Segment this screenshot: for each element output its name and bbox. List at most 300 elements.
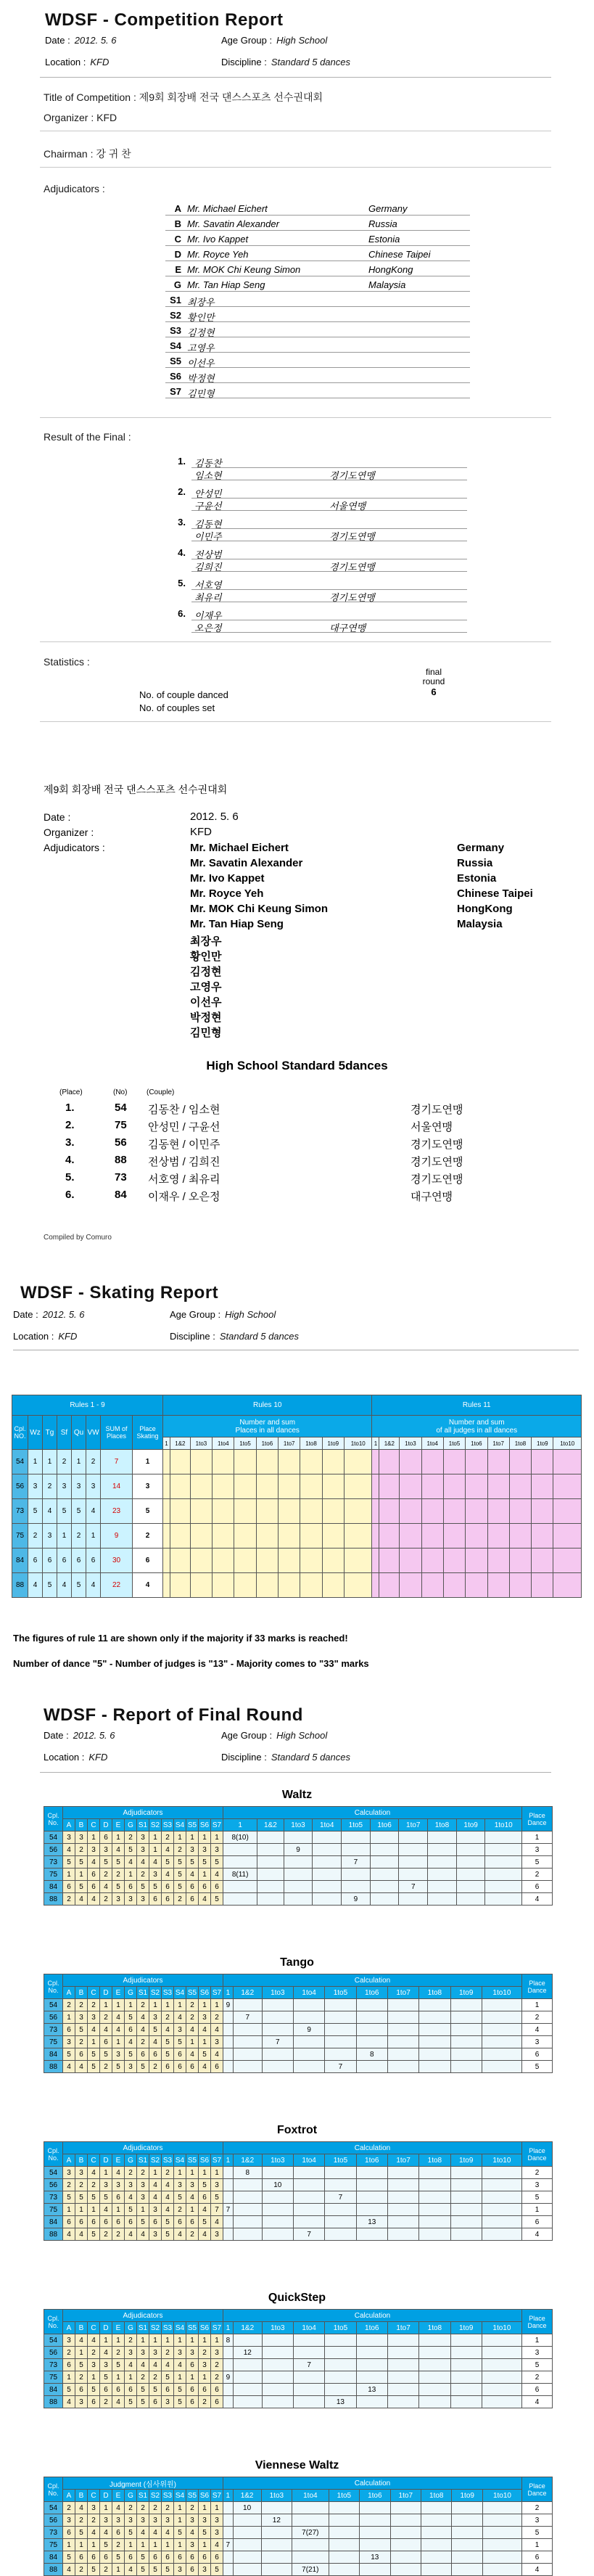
judge-mark: 4 bbox=[63, 1844, 75, 1856]
cpl-number: 88 bbox=[44, 2396, 63, 2408]
place-dance: 5 bbox=[522, 2359, 553, 2371]
judge-mark: 1 bbox=[149, 2167, 162, 2179]
judge-mark: 3 bbox=[211, 2228, 223, 2241]
judge-header: G bbox=[125, 2322, 137, 2334]
judge-mark: 5 bbox=[199, 2527, 211, 2539]
rules-10-subheader: Number and sum Places in all dances bbox=[163, 1416, 372, 1437]
result-club: 경기도연맹 bbox=[329, 470, 375, 481]
dance-place: 2 bbox=[72, 1524, 86, 1549]
judge-mark: 3 bbox=[162, 2514, 174, 2527]
judge-mark: 4 bbox=[149, 2359, 162, 2371]
calc-value: 7 bbox=[223, 2204, 234, 2216]
judge-mark: 5 bbox=[162, 2564, 174, 2576]
result-club: 경기도연맹 bbox=[329, 531, 375, 542]
judge-header: S4 bbox=[174, 2322, 186, 2334]
judge-mark: 3 bbox=[88, 2502, 100, 2514]
judge-mark: 6 bbox=[125, 2384, 137, 2396]
judge-mark: 6 bbox=[149, 2551, 162, 2564]
judge-mark: 2 bbox=[162, 2347, 174, 2359]
adjudicator-country: Germany bbox=[368, 203, 408, 214]
calc-value bbox=[450, 2371, 482, 2384]
judge-header: S6 bbox=[199, 2154, 211, 2167]
calc-value bbox=[325, 2347, 356, 2359]
competition-report-title: WDSF - Competition Report bbox=[45, 10, 284, 30]
calc-value: 7 bbox=[399, 1881, 428, 1893]
calc-col-header: 1to10 bbox=[553, 1437, 582, 1450]
judge-mark: 3 bbox=[137, 2347, 149, 2359]
final-round-row bbox=[44, 2024, 553, 2036]
judge-mark: 3 bbox=[186, 2179, 199, 2191]
summary-couple: 서호영 / 최유리 bbox=[148, 1173, 220, 1186]
result-man: 김동현 bbox=[191, 517, 467, 529]
judge-mark: 2 bbox=[100, 1893, 112, 1906]
adjudicator-country: Malaysia bbox=[368, 279, 406, 290]
judge-mark: 6 bbox=[149, 2216, 162, 2228]
judge-header: B bbox=[75, 2490, 88, 2502]
summary-club: 대구연맹 bbox=[411, 1191, 453, 1203]
judge-mark: 6 bbox=[112, 2527, 125, 2539]
judge-header: S3 bbox=[162, 2154, 174, 2167]
judge-mark: 3 bbox=[125, 2061, 137, 2073]
adjudicator-code: E bbox=[175, 264, 181, 275]
result-lady: 임소현 경기도연맹 bbox=[191, 468, 467, 480]
calc-col-header: 1&2 bbox=[257, 1819, 284, 1831]
calc-value bbox=[450, 2191, 482, 2204]
rule10-cell bbox=[170, 1499, 190, 1524]
calc-value bbox=[356, 2024, 387, 2036]
judge-header: S3 bbox=[162, 2490, 174, 2502]
judge-mark: 1 bbox=[63, 2371, 75, 2384]
judge-mark: 1 bbox=[149, 1844, 162, 1856]
judge-mark: 5 bbox=[137, 2216, 149, 2228]
judge-mark: 3 bbox=[100, 2514, 112, 2527]
calc-value bbox=[233, 2204, 262, 2216]
calc-value bbox=[356, 2228, 387, 2241]
stat-couples-danced-value: 6 bbox=[431, 686, 437, 697]
judge-mark: 1 bbox=[125, 1869, 137, 1881]
calc-value bbox=[325, 2167, 356, 2179]
place-dance: 3 bbox=[522, 2036, 553, 2048]
judge-mark: 1 bbox=[75, 2539, 88, 2551]
result-club: 서울연맹 bbox=[329, 501, 366, 512]
calc-value bbox=[233, 2359, 262, 2371]
judge-mark: 5 bbox=[149, 2024, 162, 2036]
judge-mark: 5 bbox=[63, 2551, 75, 2564]
judge-mark: 1 bbox=[211, 1999, 223, 2011]
dance-header: Tg bbox=[43, 1416, 57, 1450]
rule10-cell bbox=[279, 1499, 300, 1524]
calc-value bbox=[223, 2167, 234, 2179]
rule11-cell bbox=[372, 1524, 379, 1549]
calc-value bbox=[390, 2502, 421, 2514]
final-round-row bbox=[44, 2216, 553, 2228]
calc-value bbox=[450, 2048, 482, 2061]
calc-value bbox=[325, 1999, 356, 2011]
calc-value bbox=[233, 2334, 262, 2347]
calc-value bbox=[293, 2384, 324, 2396]
rule10-cell bbox=[190, 1450, 212, 1474]
calculation-header: Calculation bbox=[223, 2477, 522, 2490]
judge-mark: 6 bbox=[88, 1869, 100, 1881]
judge-mark: 2 bbox=[63, 2179, 75, 2191]
dance-title: QuickStep bbox=[268, 2292, 326, 2304]
dance-header: Qu bbox=[72, 1416, 86, 1450]
calc-value bbox=[485, 1893, 522, 1906]
sum-of-places: 7 bbox=[101, 1450, 133, 1474]
rule10-cell bbox=[322, 1549, 344, 1573]
calc-col-header: 1to7 bbox=[387, 2322, 418, 2334]
col-no: (No) bbox=[113, 1088, 128, 1096]
judge-mark: 2 bbox=[162, 2167, 174, 2179]
cpl-number: 73 bbox=[44, 2191, 63, 2204]
dance-place: 1 bbox=[86, 1524, 101, 1549]
cpl-no-header: Cpl. NO. bbox=[12, 1416, 28, 1450]
judge-mark: 1 bbox=[137, 2334, 149, 2347]
calc-value bbox=[313, 1856, 342, 1869]
judge-mark: 4 bbox=[125, 2191, 137, 2204]
place-dance: 3 bbox=[522, 2179, 553, 2191]
judge-mark: 4 bbox=[162, 2024, 174, 2036]
judge-mark: 1 bbox=[100, 1999, 112, 2011]
adjudicators-header: Adjudicators bbox=[63, 1974, 223, 1987]
summary-date-label: Date : bbox=[44, 811, 71, 823]
stat-col-final-round: final round bbox=[422, 667, 445, 686]
judge-mark: 6 bbox=[211, 2384, 223, 2396]
judge-mark: 5 bbox=[199, 2048, 211, 2061]
judge-mark: 5 bbox=[75, 1856, 88, 1869]
judge-mark: 3 bbox=[137, 2514, 149, 2527]
calc-col-header: 1to8 bbox=[300, 1437, 322, 1450]
judge-mark: 4 bbox=[137, 2527, 149, 2539]
result-lady: 김희진 경기도연맹 bbox=[191, 559, 467, 572]
rule10-cell bbox=[300, 1450, 322, 1474]
judge-mark: 1 bbox=[199, 2036, 211, 2048]
rule10-cell bbox=[256, 1549, 278, 1573]
calc-col-header: 1to6 bbox=[356, 1987, 387, 1999]
rule11-cell bbox=[532, 1474, 553, 1499]
calc-value bbox=[399, 1893, 428, 1906]
cpl-number: 54 bbox=[44, 1999, 63, 2011]
calc-value bbox=[360, 2539, 390, 2551]
skating-table bbox=[12, 1395, 582, 1598]
calc-value bbox=[342, 1844, 371, 1856]
judge-mark: 3 bbox=[75, 2396, 88, 2408]
judge-mark: 3 bbox=[186, 2539, 199, 2551]
dance-place: 1 bbox=[72, 1450, 86, 1474]
judge-mark: 2 bbox=[137, 1999, 149, 2011]
calc-value bbox=[342, 1831, 371, 1844]
calc-col-header: 1to5 bbox=[325, 2322, 356, 2334]
calc-value bbox=[421, 2539, 452, 2551]
calc-value: 12 bbox=[261, 2514, 292, 2527]
judge-mark: 1 bbox=[186, 2334, 199, 2347]
calc-value bbox=[482, 1999, 521, 2011]
cpl-number: 54 bbox=[12, 1450, 28, 1474]
skating-note-1: The figures of rule 11 are shown only if the majority if 33 marks is reached! bbox=[13, 1633, 348, 1644]
judge-mark: 6 bbox=[174, 2061, 186, 2073]
judge-mark: 5 bbox=[88, 2384, 100, 2396]
judge-mark: 1 bbox=[149, 1999, 162, 2011]
calc-value: 9 bbox=[223, 1999, 234, 2011]
sum-of-places: 14 bbox=[101, 1474, 133, 1499]
calc-col-header: 1to9 bbox=[532, 1437, 553, 1450]
dance-place: 6 bbox=[28, 1549, 43, 1573]
fr-discipline: Discipline : Standard 5 dances bbox=[221, 1752, 350, 1763]
rule10-cell bbox=[300, 1573, 322, 1598]
calc-value: 7 bbox=[293, 2359, 324, 2371]
calc-value bbox=[419, 2036, 450, 2048]
judge-mark: 5 bbox=[63, 1856, 75, 1869]
judge-mark: 4 bbox=[75, 2334, 88, 2347]
calc-value bbox=[293, 2036, 324, 2048]
calc-value bbox=[387, 1999, 418, 2011]
calc-value bbox=[482, 2564, 521, 2576]
calc-value bbox=[284, 1831, 313, 1844]
judge-mark: 5 bbox=[112, 2359, 125, 2371]
judge-mark: 4 bbox=[88, 1893, 100, 1906]
calc-value bbox=[421, 2527, 452, 2539]
place-dance: 2 bbox=[522, 2011, 553, 2024]
judge-mark: 5 bbox=[125, 2527, 137, 2539]
calc-col-header: 1to7 bbox=[387, 2154, 418, 2167]
rule11-cell bbox=[400, 1549, 421, 1573]
judge-mark: 2 bbox=[199, 2396, 211, 2408]
judge-mark: 1 bbox=[75, 1869, 88, 1881]
calc-value bbox=[325, 2371, 356, 2384]
place-dance-header: Place Dance bbox=[522, 2477, 553, 2502]
calc-value bbox=[223, 2359, 234, 2371]
calc-value bbox=[419, 1999, 450, 2011]
judge-header: S1 bbox=[137, 1987, 149, 1999]
judge-mark: 6 bbox=[211, 2061, 223, 2073]
judge-mark: 5 bbox=[199, 2179, 211, 2191]
judge-mark: 1 bbox=[174, 2502, 186, 2514]
cpl-number: 54 bbox=[44, 2167, 63, 2179]
judge-mark: 4 bbox=[63, 2228, 75, 2241]
judge-mark: 5 bbox=[75, 1881, 88, 1893]
adjudicator-name: 이선우 bbox=[187, 358, 215, 369]
judge-header: S7 bbox=[211, 1819, 223, 1831]
rule11-cell bbox=[532, 1573, 553, 1598]
rule11-cell bbox=[400, 1499, 421, 1524]
summary-club: 경기도연맹 bbox=[411, 1173, 463, 1186]
rule11-cell bbox=[443, 1474, 465, 1499]
calc-value bbox=[482, 2396, 521, 2408]
summary-no: 54 bbox=[115, 1102, 127, 1114]
calculation-header: Calculation bbox=[223, 2310, 522, 2322]
calc-value bbox=[421, 2551, 452, 2564]
judge-mark: 2 bbox=[63, 1893, 75, 1906]
calc-col-header: 1 bbox=[223, 2154, 234, 2167]
judge-mark: 4 bbox=[63, 2061, 75, 2073]
rule11-cell bbox=[466, 1474, 487, 1499]
rule11-cell bbox=[509, 1499, 531, 1524]
calc-value bbox=[293, 2061, 324, 2073]
judge-header: C bbox=[88, 1987, 100, 1999]
judge-mark: 6 bbox=[162, 1893, 174, 1906]
judge-mark: 4 bbox=[137, 2011, 149, 2024]
calc-value bbox=[370, 1881, 399, 1893]
judge-mark: 4 bbox=[125, 2564, 137, 2576]
judge-mark: 5 bbox=[174, 1881, 186, 1893]
judge-mark: 4 bbox=[63, 2396, 75, 2408]
calc-value bbox=[262, 2347, 293, 2359]
calc-value bbox=[233, 2564, 261, 2576]
adjudicator-row bbox=[165, 203, 470, 216]
rule10-cell bbox=[322, 1499, 344, 1524]
cpl-number: 88 bbox=[44, 2061, 63, 2073]
judge-mark: 4 bbox=[162, 2527, 174, 2539]
calc-value bbox=[450, 2228, 482, 2241]
cpl-number: 73 bbox=[44, 2359, 63, 2371]
calc-value bbox=[257, 1869, 284, 1881]
fr-date: Date : 2012. 5. 6 bbox=[44, 1730, 115, 1741]
judge-mark: 2 bbox=[149, 2061, 162, 2073]
place-dance: 3 bbox=[522, 2514, 553, 2527]
calc-value bbox=[387, 2384, 418, 2396]
judge-mark: 2 bbox=[137, 2502, 149, 2514]
result-lady: 오은정 대구연맹 bbox=[191, 620, 467, 633]
rule10-cell bbox=[256, 1573, 278, 1598]
judge-mark: 6 bbox=[63, 2527, 75, 2539]
judge-mark: 6 bbox=[174, 2216, 186, 2228]
judge-mark: 1 bbox=[112, 2204, 125, 2216]
rule10-cell bbox=[279, 1573, 300, 1598]
rule11-cell bbox=[532, 1450, 553, 1474]
calc-col-header: 1to8 bbox=[419, 2322, 450, 2334]
dance-title: Viennese Waltz bbox=[255, 2459, 339, 2472]
judge-mark: 5 bbox=[100, 2191, 112, 2204]
final-round-table bbox=[44, 2309, 553, 2408]
calc-value bbox=[233, 2216, 262, 2228]
calc-value bbox=[329, 2502, 359, 2514]
calc-value bbox=[261, 2539, 292, 2551]
fr-location: Location : KFD bbox=[44, 1752, 108, 1763]
final-round-row bbox=[44, 2539, 553, 2551]
calc-value bbox=[419, 2167, 450, 2179]
judge-mark: 6 bbox=[186, 2216, 199, 2228]
judge-mark: 2 bbox=[125, 2502, 137, 2514]
judge-mark: 6 bbox=[100, 2216, 112, 2228]
calc-value bbox=[419, 2228, 450, 2241]
calc-value bbox=[293, 2396, 324, 2408]
calc-col-header: 1 bbox=[163, 1437, 170, 1450]
calc-col-header: 1to10 bbox=[482, 2490, 521, 2502]
calc-value bbox=[233, 2514, 261, 2527]
calc-value bbox=[419, 2334, 450, 2347]
result-club: 경기도연맹 bbox=[329, 562, 375, 573]
judge-header: S4 bbox=[174, 2154, 186, 2167]
calc-value bbox=[485, 1881, 522, 1893]
calc-value bbox=[313, 1869, 342, 1881]
judge-mark: 5 bbox=[174, 2036, 186, 2048]
judge-mark: 6 bbox=[88, 2216, 100, 2228]
cpl-number: 54 bbox=[44, 2334, 63, 2347]
judge-mark: 6 bbox=[75, 2048, 88, 2061]
judge-mark: 5 bbox=[137, 2396, 149, 2408]
judge-mark: 1 bbox=[63, 2204, 75, 2216]
calc-value bbox=[223, 2048, 234, 2061]
judge-mark: 2 bbox=[88, 2514, 100, 2527]
final-round-row bbox=[44, 1881, 553, 1893]
cpl-number: 84 bbox=[44, 2216, 63, 2228]
judge-mark: 1 bbox=[199, 2371, 211, 2384]
rule10-cell bbox=[190, 1549, 212, 1573]
summary-place: 6. bbox=[65, 1189, 75, 1201]
calc-value bbox=[450, 2179, 482, 2191]
judge-mark: 5 bbox=[137, 2564, 149, 2576]
judge-mark: 2 bbox=[162, 2011, 174, 2024]
cpl-number: 56 bbox=[44, 2011, 63, 2024]
judge-header: D bbox=[100, 2322, 112, 2334]
calc-col-header: 1to3 bbox=[262, 1987, 293, 1999]
judge-mark: 5 bbox=[125, 2396, 137, 2408]
judge-mark: 6 bbox=[100, 1831, 112, 1844]
judge-mark: 2 bbox=[125, 2334, 137, 2347]
place-dance: 5 bbox=[522, 2061, 553, 2073]
summary-no: 88 bbox=[115, 1154, 127, 1166]
calc-value bbox=[360, 2564, 390, 2576]
cpl-number: 84 bbox=[44, 2384, 63, 2396]
judge-mark: 6 bbox=[174, 2551, 186, 2564]
calc-value bbox=[233, 2024, 262, 2036]
final-result-row bbox=[165, 547, 470, 573]
adjudicator-row bbox=[165, 249, 470, 261]
adjudicator-code: C bbox=[174, 234, 181, 245]
calc-value bbox=[257, 1831, 284, 1844]
judge-mark: 6 bbox=[112, 2191, 125, 2204]
judge-mark: 4 bbox=[88, 1856, 100, 1869]
rule11-cell bbox=[443, 1499, 465, 1524]
judge-mark: 1 bbox=[162, 1999, 174, 2011]
calc-value bbox=[482, 2191, 521, 2204]
calc-value bbox=[257, 1881, 284, 1893]
place-skating: 6 bbox=[133, 1549, 163, 1573]
judge-mark: 1 bbox=[149, 2334, 162, 2347]
judge-mark: 2 bbox=[149, 2502, 162, 2514]
judge-mark: 4 bbox=[63, 2564, 75, 2576]
summary-adjudicator-name: Mr. Savatin Alexander bbox=[190, 857, 303, 869]
calc-value bbox=[261, 2551, 292, 2564]
judge-mark: 5 bbox=[125, 2011, 137, 2024]
judge-mark: 2 bbox=[100, 1869, 112, 1881]
adjudicator-row bbox=[165, 310, 470, 322]
rule11-cell bbox=[487, 1524, 509, 1549]
rule11-cell bbox=[553, 1474, 582, 1499]
judge-mark: 5 bbox=[162, 2216, 174, 2228]
rule11-cell bbox=[466, 1524, 487, 1549]
calc-value bbox=[419, 2396, 450, 2408]
judge-mark: 4 bbox=[211, 2216, 223, 2228]
judge-mark: 2 bbox=[75, 2179, 88, 2191]
dance-place: 4 bbox=[43, 1499, 57, 1524]
adjudicator-name: 황인만 bbox=[187, 312, 215, 323]
judge-mark: 3 bbox=[88, 2359, 100, 2371]
calc-col-header: 1to9 bbox=[450, 1987, 482, 1999]
calc-value bbox=[233, 2539, 261, 2551]
dance-title: Foxtrot bbox=[276, 2124, 318, 2136]
judge-mark: 2 bbox=[125, 2167, 137, 2179]
rule10-cell bbox=[300, 1499, 322, 1524]
judge-header: A bbox=[63, 2322, 75, 2334]
rule10-cell bbox=[256, 1524, 278, 1549]
calc-value bbox=[356, 2036, 387, 2048]
summary-adjudicator-name: Mr. Ivo Kappet bbox=[190, 872, 265, 885]
judge-mark: 5 bbox=[199, 2216, 211, 2228]
calc-value: 12 bbox=[233, 2347, 262, 2359]
judge-mark: 1 bbox=[174, 2334, 186, 2347]
final-round-row bbox=[44, 1844, 553, 1856]
